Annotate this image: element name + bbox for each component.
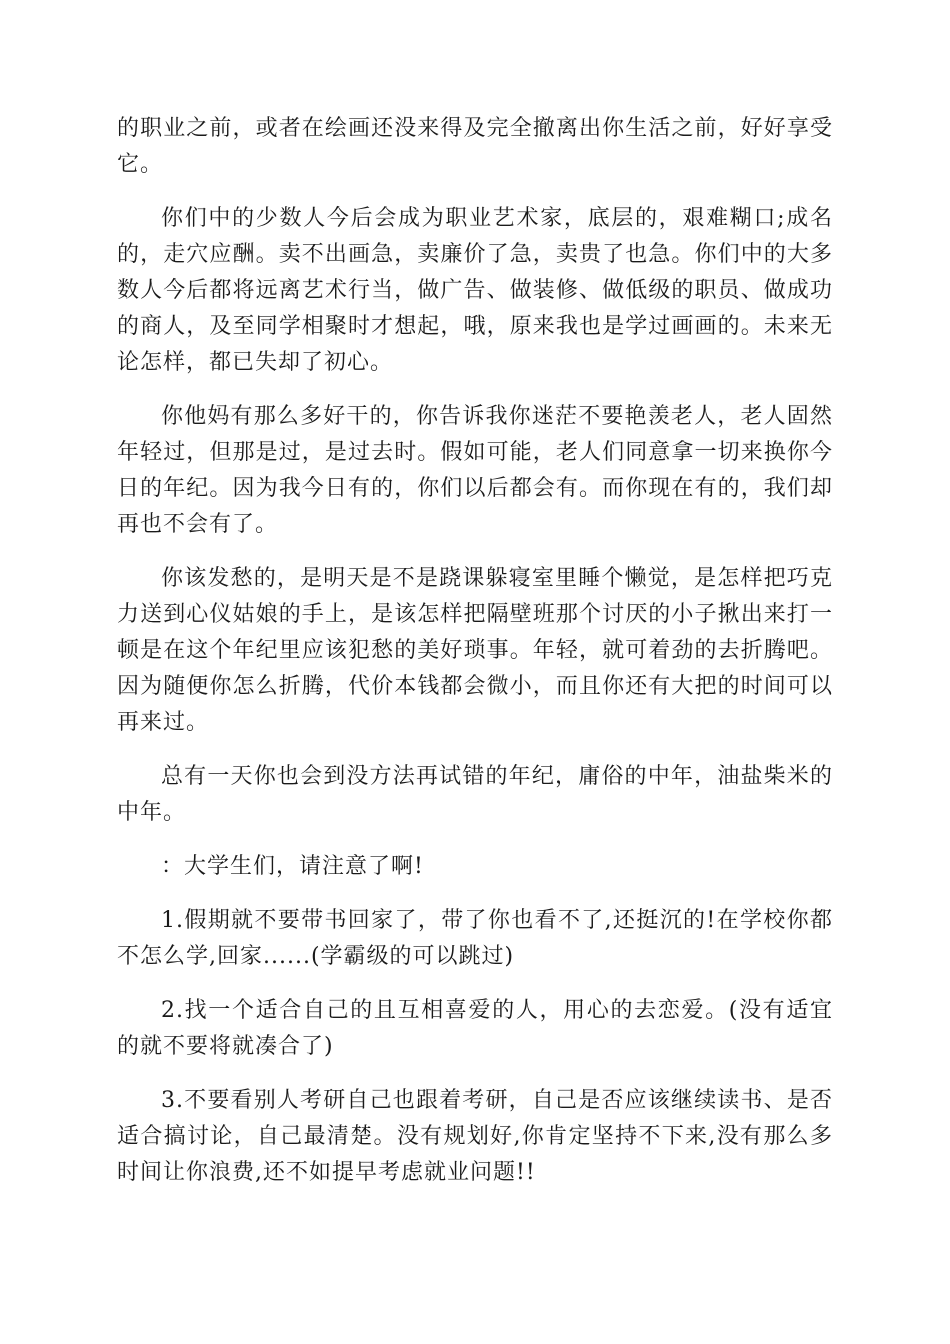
paragraph: 的职业之前，或者在绘画还没来得及完全撤离出你生活之前，好好享受它。: [117, 116, 833, 177]
paragraph: 总有一天你也会到没方法再试错的年纪，庸俗的中年，油盐柴米的中年。: [117, 764, 833, 825]
list-item: 2.找一个适合自己的且互相喜爱的人，用心的去恋爱。(没有适宜的就不要将就凑合了): [117, 998, 833, 1059]
paragraph: 你他妈有那么多好干的，你告诉我你迷茫不要艳羡老人，老人固然年轻过，但那是过，是过去时。假如可能，老人们同意拿一切来换你今日的年纪。因为我今日有的，你们以后都会有。而你现在有的，我们却再也不会有了。: [117, 404, 833, 537]
list-item: 1.假期就不要带书回家了，带了你也看不了,还挺沉的!在学校你都不怎么学,回家......(学霸级的可以跳过): [117, 908, 833, 969]
document-body: [117, 111, 833, 1209]
list-item: 3.不要看别人考研自己也跟着考研，自己是否应该继续读书、是否适合搞讨论，自己最清楚。没有规划好,你肯定坚持不下来,没有那么多时间让你浪费,还不如提早考虑就业问题!!: [117, 1088, 833, 1185]
paragraph: 你该发愁的，是明天是不是跷课躲寝室里睡个懒觉，是怎样把巧克力送到心仪姑娘的手上，是该怎样把隔壁班那个讨厌的小子揪出来打一顿是在这个年纪里应该犯愁的美好琐事。年轻，就可着劲的去折腾吧。因为随便你怎么折腾，代价本钱都会微小，而且你还有大把的时间可以再来过。: [117, 566, 833, 735]
paragraph: ：大学生们，请注意了啊!: [161, 854, 424, 879]
paragraph: 你们中的少数人今后会成为职业艺术家，底层的，艰难糊口;成名的，走穴应酬。卖不出画急，卖廉价了急，卖贵了也急。你们中的大多数人今后都将远离艺术行当，做广告、做装修、做低级的职员、做成功的商人，及至同学相聚时才想起，哦，原来我也是学过画画的。未来无论怎样，都已失却了初心。: [117, 206, 833, 375]
